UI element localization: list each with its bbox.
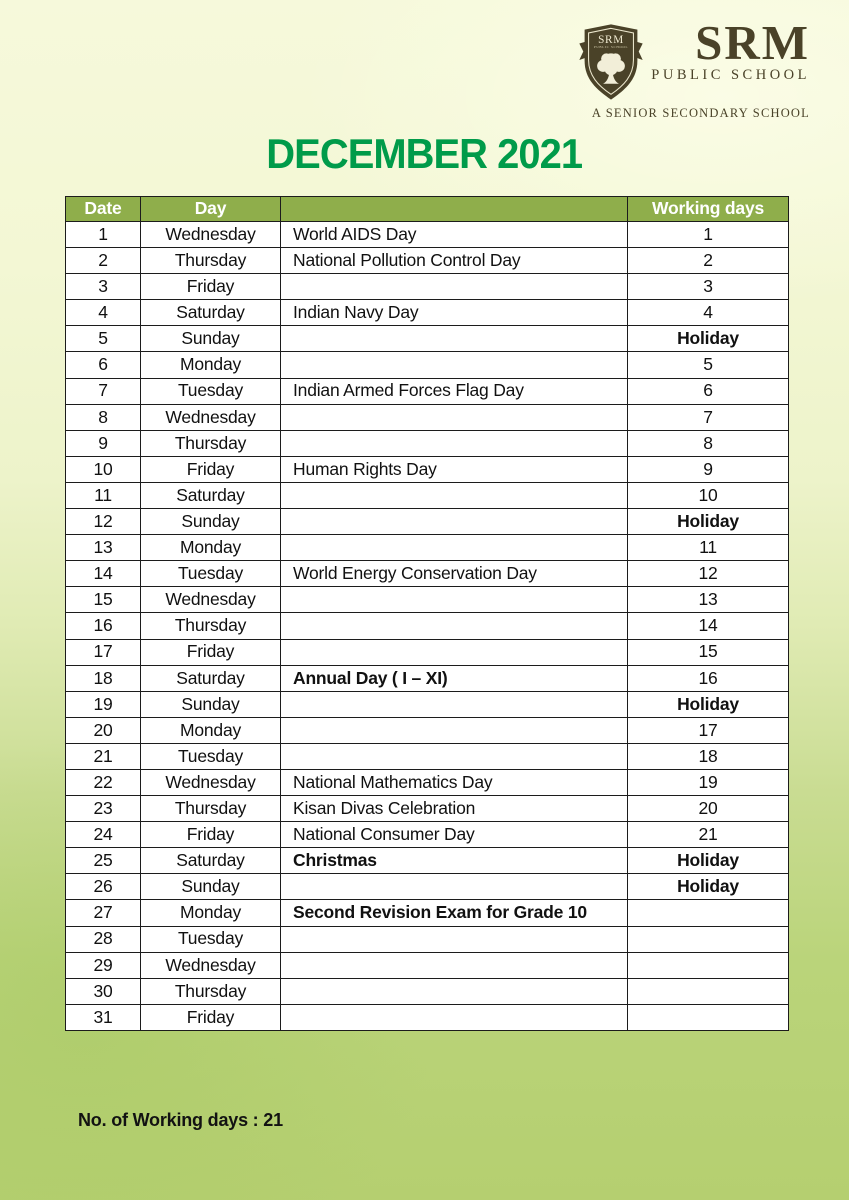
day-cell: Friday (141, 822, 281, 848)
date-cell: 18 (66, 665, 141, 691)
header-row (66, 197, 789, 222)
table-row (66, 248, 789, 274)
day-cell: Tuesday (141, 743, 281, 769)
event-cell: Annual Day ( I – XI) (281, 665, 628, 691)
event-cell (281, 535, 628, 561)
date-cell: 16 (66, 613, 141, 639)
event-cell (281, 613, 628, 639)
event-cell: National Mathematics Day (281, 769, 628, 795)
day-cell: Friday (141, 1004, 281, 1030)
day-cell: Wednesday (141, 222, 281, 248)
day-cell: Monday (141, 900, 281, 926)
working-days-cell: 9 (628, 456, 789, 482)
table-row (66, 796, 789, 822)
day-cell: Monday (141, 717, 281, 743)
working-days-cell: Holiday (628, 874, 789, 900)
working-days-cell: 18 (628, 743, 789, 769)
table-row (66, 352, 789, 378)
day-cell: Wednesday (141, 952, 281, 978)
working-days-total-note: No. of Working days : 21 (78, 1110, 283, 1130)
day-cell: Friday (141, 456, 281, 482)
date-cell: 25 (66, 848, 141, 874)
date-cell: 9 (66, 430, 141, 456)
day-cell: Wednesday (141, 769, 281, 795)
event-cell (281, 743, 628, 769)
date-cell: 2 (66, 248, 141, 274)
day-cell: Saturday (141, 848, 281, 874)
event-cell: National Consumer Day (281, 822, 628, 848)
date-cell: 15 (66, 587, 141, 613)
day-cell: Friday (141, 274, 281, 300)
date-cell: 4 (66, 300, 141, 326)
day-cell: Friday (141, 639, 281, 665)
working-days-cell: 17 (628, 717, 789, 743)
table-row (66, 665, 789, 691)
day-cell: Tuesday (141, 378, 281, 404)
date-cell: 19 (66, 691, 141, 717)
day-cell: Saturday (141, 482, 281, 508)
working-days-cell: Holiday (628, 326, 789, 352)
table-row (66, 587, 789, 613)
event-cell (281, 404, 628, 430)
working-days-cell: 1 (628, 222, 789, 248)
table-row (66, 978, 789, 1004)
working-days-cell: 20 (628, 796, 789, 822)
working-days-cell: 7 (628, 404, 789, 430)
event-cell: World AIDS Day (281, 222, 628, 248)
date-cell: 20 (66, 717, 141, 743)
event-cell (281, 926, 628, 952)
date-cell: 31 (66, 1004, 141, 1030)
date-cell: 24 (66, 822, 141, 848)
working-days-cell: 14 (628, 613, 789, 639)
event-cell (281, 952, 628, 978)
day-cell: Thursday (141, 796, 281, 822)
table-row (66, 300, 789, 326)
date-cell: 14 (66, 561, 141, 587)
table-row (66, 326, 789, 352)
page-title-text: DECEMBER 2021 (266, 130, 583, 177)
working-days-cell (628, 926, 789, 952)
date-cell: 27 (66, 900, 141, 926)
event-cell: Christmas (281, 848, 628, 874)
event-cell: Indian Armed Forces Flag Day (281, 378, 628, 404)
working-days-cell: 21 (628, 822, 789, 848)
date-cell: 10 (66, 456, 141, 482)
table-row (66, 717, 789, 743)
event-cell (281, 717, 628, 743)
event-cell: Indian Navy Day (281, 300, 628, 326)
event-cell: National Pollution Control Day (281, 248, 628, 274)
working-days-cell: 13 (628, 587, 789, 613)
working-days-cell: 12 (628, 561, 789, 587)
working-days-cell: 3 (628, 274, 789, 300)
table-row (66, 769, 789, 795)
day-cell: Sunday (141, 874, 281, 900)
calendar-table-body (66, 222, 789, 1031)
table-row (66, 482, 789, 508)
date-cell: 17 (66, 639, 141, 665)
date-column-header: Date (66, 197, 141, 222)
event-cell (281, 978, 628, 1004)
working-days-cell (628, 900, 789, 926)
day-cell: Sunday (141, 691, 281, 717)
day-cell: Sunday (141, 509, 281, 535)
date-cell: 12 (66, 509, 141, 535)
school-subtitle: PUBLIC SCHOOL (651, 67, 810, 84)
day-cell: Monday (141, 535, 281, 561)
page-title (0, 130, 849, 178)
working-days-cell: 16 (628, 665, 789, 691)
working-days-column-header: Working days (628, 197, 789, 222)
event-cell (281, 430, 628, 456)
table-row (66, 691, 789, 717)
event-cell (281, 509, 628, 535)
event-cell (281, 1004, 628, 1030)
day-cell: Thursday (141, 613, 281, 639)
event-cell (281, 274, 628, 300)
date-cell: 8 (66, 404, 141, 430)
event-cell (281, 691, 628, 717)
table-row (66, 274, 789, 300)
date-cell: 11 (66, 482, 141, 508)
date-cell: 6 (66, 352, 141, 378)
working-days-cell: 6 (628, 378, 789, 404)
date-cell: 28 (66, 926, 141, 952)
school-tagline: A SENIOR SECONDARY SCHOOL (591, 106, 810, 120)
event-cell (281, 874, 628, 900)
day-cell: Wednesday (141, 404, 281, 430)
event-cell: Kisan Divas Celebration (281, 796, 628, 822)
table-row (66, 900, 789, 926)
event-cell: Second Revision Exam for Grade 10 (281, 900, 628, 926)
day-cell: Tuesday (141, 926, 281, 952)
table-row (66, 822, 789, 848)
date-cell: 1 (66, 222, 141, 248)
table-row (66, 456, 789, 482)
school-crest-shield-icon (578, 22, 644, 102)
table-row (66, 561, 789, 587)
school-name: SRM (695, 15, 810, 70)
table-row (66, 952, 789, 978)
day-cell: Sunday (141, 326, 281, 352)
event-cell (281, 482, 628, 508)
table-row (66, 1004, 789, 1030)
event-cell: Human Rights Day (281, 456, 628, 482)
date-cell: 30 (66, 978, 141, 1004)
working-days-cell: 19 (628, 769, 789, 795)
table-row (66, 743, 789, 769)
working-days-cell (628, 978, 789, 1004)
working-days-cell: 5 (628, 352, 789, 378)
table-row (66, 535, 789, 561)
event-cell (281, 326, 628, 352)
table-row (66, 874, 789, 900)
date-cell: 26 (66, 874, 141, 900)
date-cell: 5 (66, 326, 141, 352)
working-days-cell: Holiday (628, 509, 789, 535)
date-cell: 23 (66, 796, 141, 822)
working-days-cell (628, 1004, 789, 1030)
table-row (66, 848, 789, 874)
event-cell (281, 352, 628, 378)
school-name-block (651, 15, 810, 84)
date-cell: 22 (66, 769, 141, 795)
event-column-header (281, 197, 628, 222)
table-row (66, 613, 789, 639)
date-cell: 13 (66, 535, 141, 561)
working-days-cell: 10 (628, 482, 789, 508)
event-cell: World Energy Conservation Day (281, 561, 628, 587)
school-logo (578, 15, 810, 121)
day-cell: Thursday (141, 430, 281, 456)
table-row (66, 639, 789, 665)
event-cell (281, 639, 628, 665)
working-days-cell (628, 952, 789, 978)
calendar-table (65, 196, 789, 1031)
day-cell: Thursday (141, 248, 281, 274)
date-cell: 7 (66, 378, 141, 404)
working-days-cell: Holiday (628, 848, 789, 874)
working-days-cell: 4 (628, 300, 789, 326)
day-cell: Saturday (141, 665, 281, 691)
crest-srm-text: SRM (598, 33, 625, 46)
school-logo-row (578, 15, 810, 102)
working-days-cell: 11 (628, 535, 789, 561)
working-days-cell: 2 (628, 248, 789, 274)
table-row (66, 378, 789, 404)
day-column-header: Day (141, 197, 281, 222)
table-row (66, 404, 789, 430)
day-cell: Tuesday (141, 561, 281, 587)
table-row (66, 926, 789, 952)
day-cell: Monday (141, 352, 281, 378)
table-row (66, 509, 789, 535)
date-cell: 3 (66, 274, 141, 300)
date-cell: 21 (66, 743, 141, 769)
working-days-cell: Holiday (628, 691, 789, 717)
table-row (66, 430, 789, 456)
day-cell: Saturday (141, 300, 281, 326)
table-row (66, 222, 789, 248)
day-cell: Wednesday (141, 587, 281, 613)
date-cell: 29 (66, 952, 141, 978)
working-days-cell: 8 (628, 430, 789, 456)
day-cell: Thursday (141, 978, 281, 1004)
event-cell (281, 587, 628, 613)
crest-caption-text: PUBLIC SCHOOL (594, 45, 629, 50)
working-days-cell: 15 (628, 639, 789, 665)
calendar-table-header (66, 197, 789, 222)
